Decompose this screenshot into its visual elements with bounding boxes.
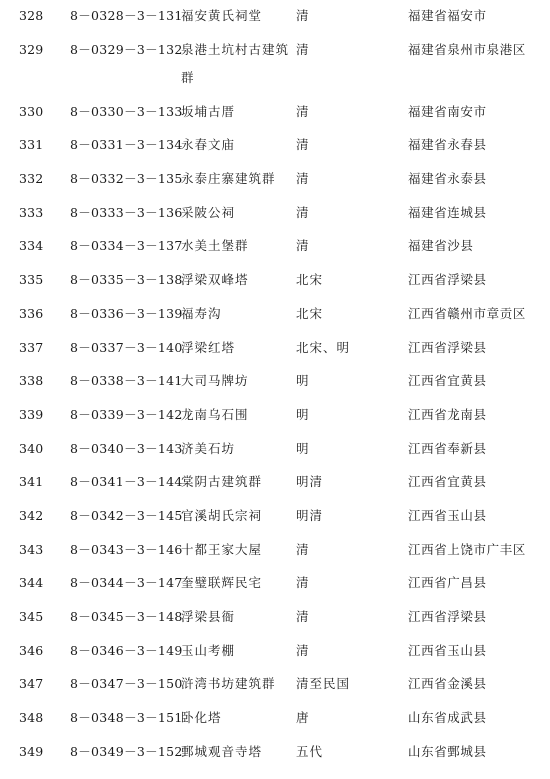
seq-number: 337 [19, 339, 44, 355]
site-code: 8－0346－3－149 [70, 642, 183, 658]
site-name: 浮梁县衙 [181, 609, 236, 624]
site-name: 浮梁红塔 [181, 339, 236, 355]
seq-number: 331 [19, 137, 44, 153]
site-era: 清 [296, 103, 310, 119]
seq-number: 339 [19, 406, 44, 422]
table-row [0, 264, 550, 298]
seq-number: 349 [19, 743, 44, 759]
seq-number: 345 [19, 609, 44, 624]
site-era: 清 [296, 541, 310, 557]
site-era: 北宋 [296, 272, 324, 288]
site-location: 福建省福安市 [408, 8, 487, 23]
site-name: 十都王家大屋 [181, 541, 263, 557]
site-name: 卧化塔 [181, 710, 222, 726]
seq-number: 335 [19, 272, 44, 288]
table-row [0, 129, 550, 163]
site-era: 明 [296, 440, 310, 456]
table-row [0, 230, 550, 264]
seq-number: 346 [19, 642, 44, 658]
site-name: 鄄城观音寺塔 [181, 743, 263, 759]
site-name: 采陂公祠 [181, 204, 236, 220]
seq-number: 333 [19, 204, 44, 220]
seq-number: 329 [19, 41, 44, 57]
site-location: 福建省永春县 [408, 137, 487, 153]
site-era: 明清 [296, 474, 324, 490]
site-code: 8－0342－3－145 [70, 507, 183, 523]
site-code: 8－0336－3－139 [70, 305, 183, 321]
site-location: 江西省赣州市章贡区 [408, 305, 526, 321]
site-location: 江西省上饶市广丰区 [408, 541, 526, 557]
site-code: 8－0345－3－148 [70, 609, 183, 624]
site-name: 福安黄氏祠堂 [181, 8, 263, 23]
seq-number: 336 [19, 305, 44, 321]
site-name: 奎璧联辉民宅 [181, 575, 263, 591]
site-name: 福寿沟 [181, 305, 222, 321]
site-name: 棠阴古建筑群 [181, 474, 263, 490]
table-row [0, 736, 550, 770]
site-era: 清 [296, 204, 310, 220]
site-location: 福建省永泰县 [408, 171, 487, 187]
site-location: 江西省龙南县 [408, 406, 487, 422]
site-location: 江西省浮梁县 [408, 339, 487, 355]
site-name: 坂埔古厝 [181, 103, 236, 119]
site-location: 山东省成武县 [408, 710, 487, 726]
site-location: 江西省金溪县 [408, 676, 487, 692]
table-row [0, 500, 550, 534]
seq-number: 328 [19, 8, 44, 23]
site-location: 江西省奉新县 [408, 440, 487, 456]
site-name: 永春文庙 [181, 137, 236, 153]
seq-number: 343 [19, 541, 44, 557]
table-row [0, 466, 550, 500]
table-row [0, 34, 550, 96]
site-era: 清 [296, 171, 310, 187]
site-era: 清 [296, 642, 310, 658]
site-location: 江西省宜黄县 [408, 373, 487, 389]
site-location: 江西省广昌县 [408, 575, 487, 591]
site-era: 清 [296, 575, 310, 591]
table-row [0, 163, 550, 197]
site-location: 江西省浮梁县 [408, 609, 487, 624]
site-code: 8－0348－3－151 [70, 710, 183, 726]
site-code: 8－0332－3－135 [70, 171, 183, 187]
site-era: 清 [296, 609, 310, 624]
site-code: 8－0340－3－143 [70, 440, 183, 456]
site-era: 明 [296, 373, 310, 389]
table-row [0, 601, 550, 635]
seq-number: 332 [19, 171, 44, 187]
site-era: 明 [296, 406, 310, 422]
seq-number: 341 [19, 474, 44, 490]
site-era: 北宋 [296, 305, 324, 321]
table-row [0, 197, 550, 231]
site-name: 龙南乌石围 [181, 406, 249, 422]
site-location: 江西省宜黄县 [408, 474, 487, 490]
site-era: 清 [296, 137, 310, 153]
seq-number: 348 [19, 710, 44, 726]
site-era: 清 [296, 8, 310, 23]
site-code: 8－0333－3－136 [70, 204, 183, 220]
table-row [0, 365, 550, 399]
site-code: 8－0343－3－146 [70, 541, 183, 557]
site-name: 大司马牌坊 [181, 373, 249, 389]
site-code: 8－0347－3－150 [70, 676, 183, 692]
seq-number: 344 [19, 575, 44, 591]
site-code: 8－0334－3－137 [70, 238, 183, 254]
table-row [0, 635, 550, 669]
site-code: 8－0338－3－141 [70, 373, 183, 389]
site-location: 江西省玉山县 [408, 507, 487, 523]
site-code: 8－0328－3－131 [70, 8, 183, 23]
site-code: 8－0344－3－147 [70, 575, 183, 591]
seq-number: 338 [19, 373, 44, 389]
site-code: 8－0341－3－144 [70, 474, 183, 490]
site-location: 江西省玉山县 [408, 642, 487, 658]
site-era: 清至民国 [296, 676, 351, 692]
site-name: 泉港土坑村古建筑群 [181, 41, 290, 85]
seq-number: 347 [19, 676, 44, 692]
table-row [0, 0, 550, 34]
table-row [0, 534, 550, 568]
site-era: 唐 [296, 710, 310, 726]
site-name: 永泰庄寨建筑群 [181, 171, 276, 187]
seq-number: 340 [19, 440, 44, 456]
table-row [0, 399, 550, 433]
table-row [0, 96, 550, 130]
site-name: 济美石坊 [181, 440, 236, 456]
site-location: 福建省泉州市泉港区 [408, 41, 526, 57]
site-code: 8－0331－3－134 [70, 137, 183, 153]
seq-number: 342 [19, 507, 44, 523]
site-name: 水美土堡群 [181, 238, 249, 254]
table-row [0, 668, 550, 702]
site-era: 清 [296, 238, 310, 254]
site-location: 江西省浮梁县 [408, 272, 487, 288]
site-code: 8－0339－3－142 [70, 406, 183, 422]
site-location: 福建省南安市 [408, 103, 487, 119]
table-row [0, 567, 550, 601]
seq-number: 334 [19, 238, 44, 254]
site-era: 明清 [296, 507, 324, 523]
table-row [0, 702, 550, 736]
site-location: 福建省沙县 [408, 238, 474, 254]
site-code: 8－0330－3－133 [70, 103, 183, 119]
site-name: 官溪胡氏宗祠 [181, 507, 263, 523]
seq-number: 330 [19, 103, 44, 119]
site-name: 玉山考棚 [181, 642, 236, 658]
site-location: 福建省连城县 [408, 204, 487, 220]
site-era: 五代 [296, 743, 324, 759]
site-location: 山东省鄄城县 [408, 743, 487, 759]
site-code: 8－0335－3－138 [70, 272, 183, 288]
table-row [0, 433, 550, 467]
site-name: 浒湾书坊建筑群 [181, 676, 276, 692]
site-code: 8－0349－3－152 [70, 743, 183, 759]
site-era: 清 [296, 41, 310, 57]
table-row [0, 298, 550, 332]
site-code: 8－0329－3－132 [70, 41, 183, 57]
table-row [0, 332, 550, 366]
site-era: 北宋、明 [296, 339, 351, 355]
site-code: 8－0337－3－140 [70, 339, 183, 355]
site-name: 浮梁双峰塔 [181, 272, 249, 288]
